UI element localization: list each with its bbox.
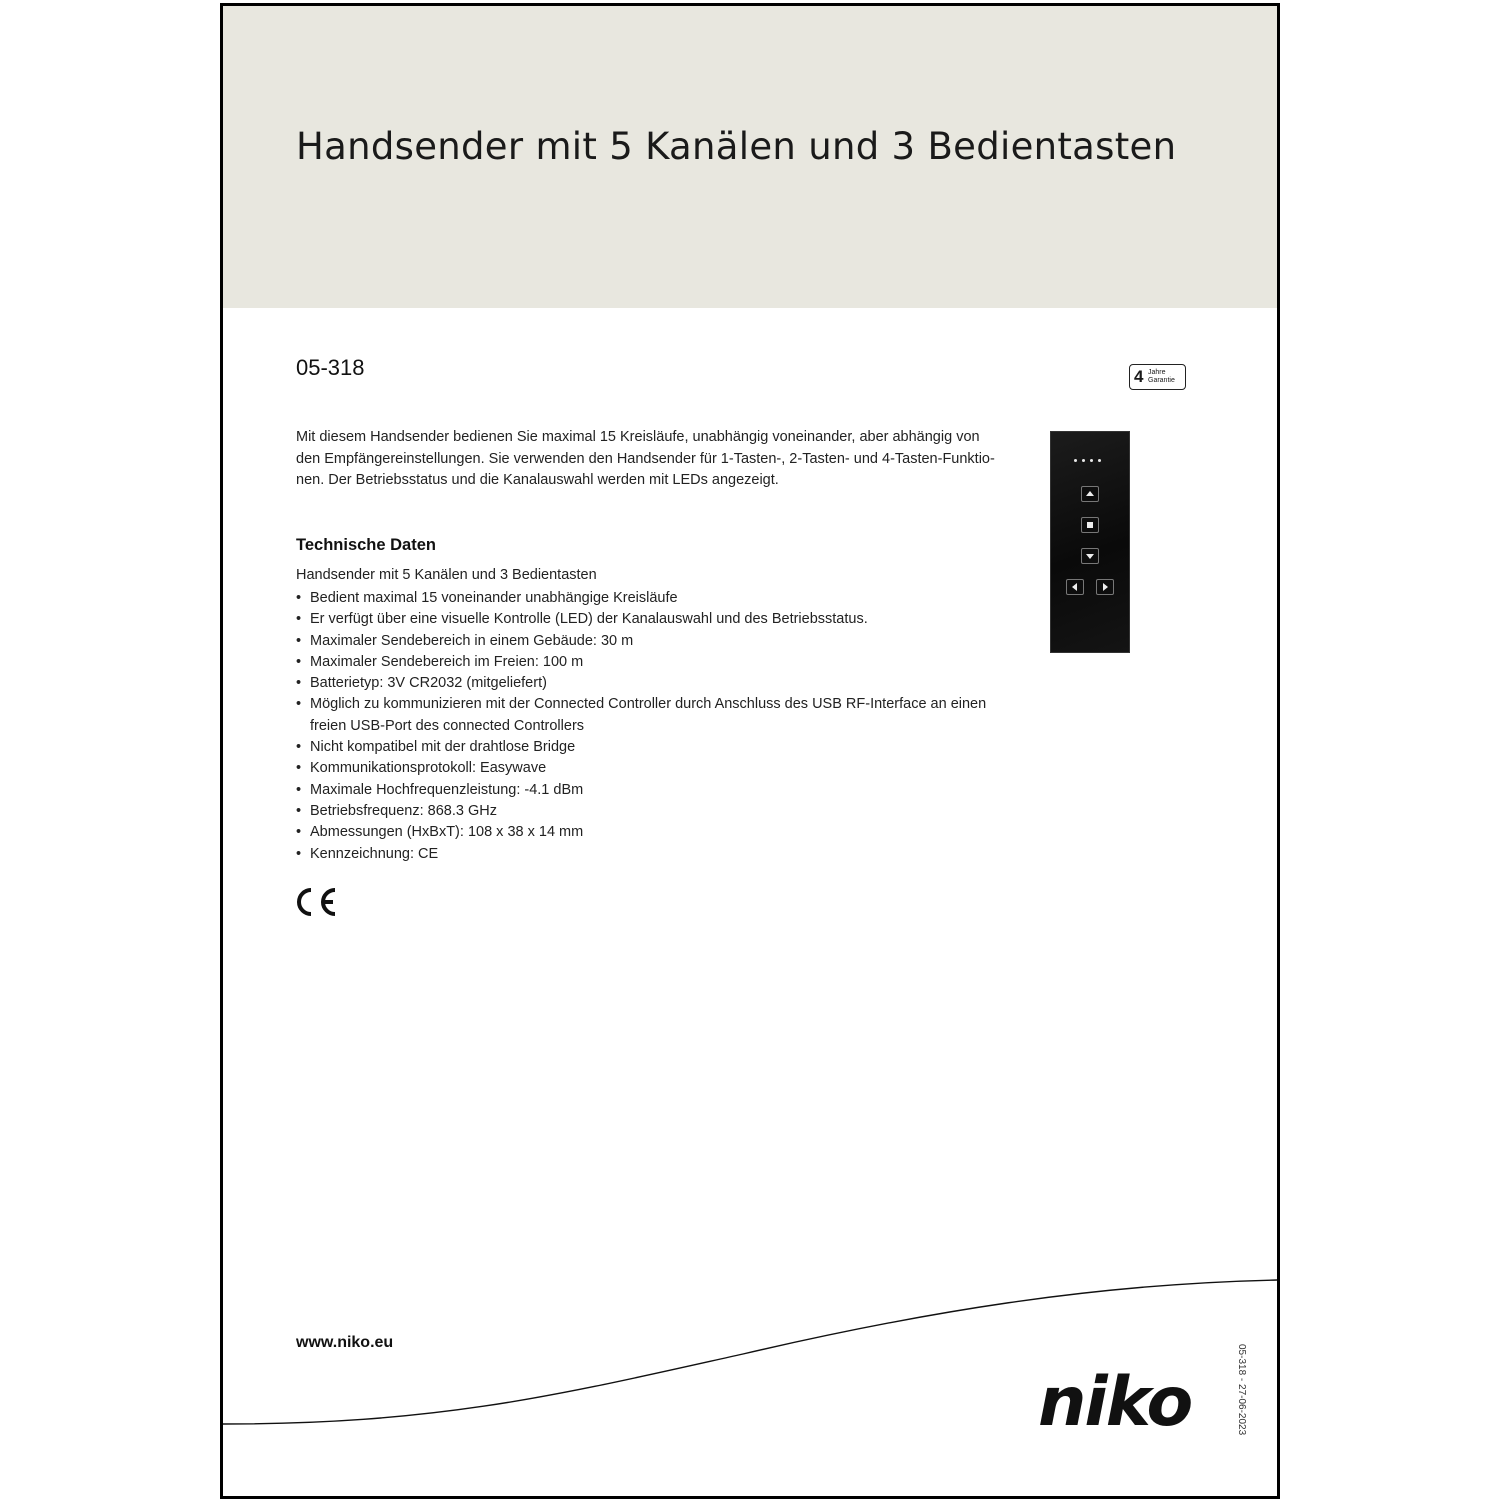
bullet: •: [296, 653, 302, 670]
bullet: •: [296, 802, 302, 819]
spec-text: Maximaler Sendebereich im Freien: 100 m: [310, 653, 584, 670]
technical-data-heading: Technische Daten: [296, 536, 436, 554]
bullet: •: [296, 696, 302, 713]
intro-line: nen. Der Betriebsstatus und die Kanalauswahl werden mit LEDs angezeigt.: [296, 472, 779, 488]
spec-item: [296, 822, 996, 843]
spec-text-continuation: freien USB-Port des connected Controllers: [310, 717, 585, 734]
stop-button-icon: [1081, 517, 1099, 533]
channel-led-icon: [1090, 459, 1093, 462]
spec-item: [296, 673, 996, 694]
bullet: •: [296, 845, 302, 862]
page-title: Handsender mit 5 Kanälen und 3 Bedientasten: [296, 125, 1177, 168]
down-button-icon: [1081, 548, 1099, 564]
spec-item: [296, 780, 996, 801]
bullet: •: [296, 611, 302, 628]
spec-list: [296, 588, 996, 865]
remote-control-image: [1050, 431, 1130, 653]
niko-logo: [1038, 1365, 1208, 1435]
up-button-icon: [1081, 486, 1099, 502]
header-band: [223, 6, 1277, 308]
spec-text: Maximaler Sendebereich in einem Gebäude: 30 m: [310, 632, 634, 649]
article-number: 05-318: [296, 355, 365, 380]
bullet: •: [296, 781, 302, 798]
spec-text: Abmessungen (HxBxT): 108 x 38 x 14 mm: [310, 824, 584, 841]
channel-led-icon: [1098, 459, 1101, 462]
spec-text: Betriebsfrequenz: 868.3 GHz: [310, 802, 497, 819]
website-link[interactable]: www.niko.eu: [296, 1334, 394, 1351]
document-reference: 05-318 - 27-06-2023: [1236, 1344, 1247, 1436]
intro-paragraph: [296, 427, 995, 492]
channel-left-button-icon: [1066, 579, 1084, 595]
spec-text: Kennzeichnung: CE: [310, 845, 439, 862]
spec-item: [296, 609, 996, 630]
channel-right-button-icon: [1096, 579, 1114, 595]
spec-text: Batterietyp: 3V CR2032 (mitgeliefert): [310, 675, 547, 692]
spec-item: [296, 631, 996, 652]
spec-item: [296, 652, 996, 673]
spec-text: Bedient maximal 15 voneinander unabhängige Kreisläufe: [310, 590, 678, 606]
spec-item: [296, 801, 996, 822]
intro-line: Mit diesem Handsender bedienen Sie maximal 15 Kreisläufe, unabhängig voneinander, aber abhängig von: [296, 429, 980, 445]
warranty-label-guarantee: Garantie: [1148, 377, 1175, 384]
spec-text: Er verfügt über eine visuelle Kontrolle (LED) der Kanalauswahl und des Betriebsstatus.: [310, 611, 868, 628]
bullet: •: [296, 824, 302, 841]
bullet: •: [296, 632, 302, 649]
spec-text: Kommunikationsprotokoll: Easywave: [310, 760, 547, 777]
warranty-badge: [1129, 364, 1186, 390]
bullet: •: [296, 760, 302, 777]
brand-wordmark: niko: [1038, 1365, 1192, 1435]
warranty-years: 4: [1134, 367, 1144, 386]
spec-text: Möglich zu kommunizieren mit der Connected Controller durch Anschluss des USB RF-Interface an einen: [310, 696, 987, 713]
spec-item: [296, 588, 996, 609]
channel-led-icon: [1074, 459, 1077, 462]
bullet: •: [296, 590, 302, 606]
spec-item: [296, 737, 996, 758]
spec-item: [296, 694, 996, 737]
intro-line: den Empfängereinstellungen. Sie verwenden den Handsender für 1-Tasten-, 2-Tasten- und 4-Tasten-Funktio-: [296, 450, 995, 467]
channel-led-icon: [1082, 459, 1085, 462]
technical-data-lead: Handsender mit 5 Kanälen und 3 Bedientasten: [296, 567, 597, 583]
warranty-label-years: Jahre: [1148, 369, 1166, 376]
spec-text: Nicht kompatibel mit der drahtlose Bridge: [310, 739, 576, 756]
spec-text: Maximale Hochfrequenzleistung: -4.1 dBm: [310, 781, 584, 798]
datasheet-page: [220, 3, 1280, 1499]
ce-mark-icon: [295, 886, 339, 918]
spec-item: [296, 844, 996, 865]
bullet: •: [296, 675, 302, 692]
spec-item: [296, 758, 996, 779]
bullet: •: [296, 739, 302, 756]
